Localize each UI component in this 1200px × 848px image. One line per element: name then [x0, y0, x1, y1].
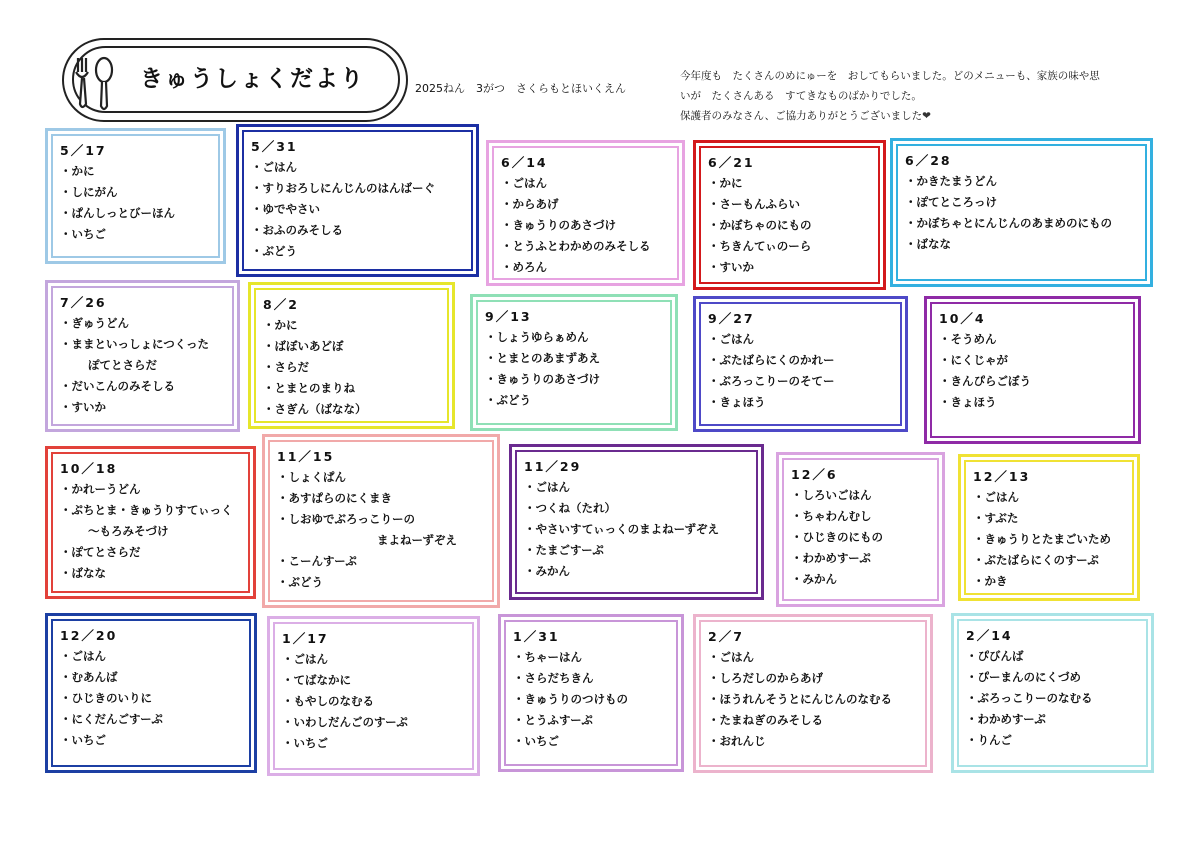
menu-date: 11／15	[277, 449, 335, 464]
menu-date: 11／29	[524, 459, 582, 474]
card-content	[60, 293, 231, 418]
menu-item: ・たまねぎのみそしる	[708, 713, 823, 727]
menu-card	[45, 128, 226, 264]
menu-card	[890, 138, 1153, 287]
message	[680, 66, 1170, 126]
menu-item: ・きょほう	[708, 395, 766, 409]
menu-item: ・ちゃわんむし	[791, 509, 872, 523]
menu-item: ・さらだ	[263, 360, 309, 374]
menu-item: ・かぼちゃとにんじんのあまめのにもの	[905, 216, 1112, 230]
menu-item: 〜もろみそづけ	[88, 524, 169, 538]
menu-item: ・みかん	[791, 572, 837, 586]
menu-item: ・きゅうりのつけもの	[513, 692, 628, 706]
card-content	[277, 447, 491, 593]
card-content	[282, 629, 471, 754]
menu-item: ・ひじきのいりに	[60, 691, 152, 705]
menu-item: ・きゅうりとたまごいため	[973, 532, 1111, 546]
message-line: 今年度も たくさんのめにゅーを おしてもらいました。どのメニューも、家族の味や思	[680, 70, 1100, 82]
menu-item: ・ぷちとま・きゅうりすてぃっく	[60, 503, 233, 517]
menu-item: ・おれんじ	[708, 734, 766, 748]
menu-item: ・ままといっしょにつくった	[60, 337, 210, 351]
menu-item: ・そうめん	[939, 332, 997, 346]
menu-date: 7／26	[60, 295, 107, 310]
menu-item: ぽてとさらだ	[88, 358, 157, 372]
menu-item: ・いちご	[60, 733, 106, 747]
menu-item: ・たまごすーぷ	[524, 543, 604, 557]
menu-card	[958, 454, 1140, 601]
menu-item: ・きゅうりのあさづけ	[501, 218, 616, 232]
menu-item: ・こーんすーぷ	[277, 554, 357, 568]
menu-card	[262, 434, 500, 608]
menu-item: ・ぶたばらにくのかれー	[708, 353, 835, 367]
menu-item: ・さらだちきん	[513, 671, 594, 685]
menu-item: ・きょほう	[939, 395, 997, 409]
card-content	[905, 151, 1144, 255]
page-title: きゅうしょくだより	[140, 66, 365, 92]
menu-item: ・ごはん	[708, 650, 754, 664]
menu-card	[924, 296, 1141, 444]
menu-item: ・しょうゆらぁめん	[485, 330, 589, 344]
menu-card	[498, 614, 684, 772]
menu-item: ・かき	[973, 574, 1008, 588]
card-content	[60, 141, 217, 245]
menu-item: ・ばぼいあどぼ	[263, 339, 344, 353]
message-line: いが たくさんある すてきなものばかりでした。	[680, 90, 922, 102]
menu-item: ・ばなな	[905, 237, 951, 251]
menu-item: ・ごはん	[501, 176, 547, 190]
menu-item: ・かに	[263, 318, 298, 332]
menu-item: ・かに	[60, 164, 95, 178]
menu-item: ・りんご	[966, 733, 1012, 747]
menu-item: ・ぶたばらにくのすーぷ	[973, 553, 1099, 567]
menu-item: ・からあげ	[501, 197, 559, 211]
menu-date: 9／27	[708, 311, 755, 326]
menu-item: ・おふのみそしる	[251, 223, 343, 237]
menu-item: ・てばなかに	[282, 673, 351, 687]
menu-date: 12／6	[791, 467, 838, 482]
menu-date: 6／28	[905, 153, 952, 168]
menu-card	[693, 296, 908, 432]
menu-date: 2／7	[708, 629, 744, 644]
menu-item: ・やさいすてぃっくのまよねーずぞえ	[524, 522, 720, 536]
menu-item: ・ぶどう	[251, 244, 297, 258]
menu-item: ・かきたまうどん	[905, 174, 997, 188]
menu-item: ・かぼちゃのにもの	[708, 218, 812, 232]
menu-card	[776, 452, 945, 607]
card-content	[939, 309, 1132, 413]
menu-card	[248, 282, 455, 429]
menu-item: ・とまとのあまずあえ	[485, 351, 600, 365]
menu-card	[509, 444, 764, 600]
menu-item: ・ほうれんそうとにんじんのなむる	[708, 692, 892, 706]
menu-item: ・ごはん	[282, 652, 328, 666]
menu-item: ・しろだしのからあげ	[708, 671, 823, 685]
menu-item: ・しおゆでぶろっこりーの	[277, 512, 415, 526]
menu-item: ・とまとのまりね	[263, 381, 355, 395]
menu-item: ・ごはん	[60, 649, 106, 663]
menu-date: 1／17	[282, 631, 329, 646]
menu-item: ・にくだんごすーぷ	[60, 712, 163, 726]
menu-item: ・あすぱらのにくまき	[277, 491, 392, 505]
menu-item: ・しょくぱん	[277, 470, 346, 484]
menu-date: 5／31	[251, 139, 298, 154]
menu-item: ・しにがん	[60, 185, 118, 199]
menu-item: ・ごはん	[251, 160, 297, 174]
menu-date: 1／31	[513, 629, 560, 644]
card-content	[791, 465, 936, 590]
menu-item: ・ぶろっこりーのそてー	[708, 374, 835, 388]
menu-item: ・ぎゅうどん	[60, 316, 129, 330]
menu-card	[486, 140, 685, 286]
menu-item: ・ぶろっこりーのなむる	[966, 691, 1093, 705]
card-content	[60, 626, 248, 751]
menu-date: 9／13	[485, 309, 532, 324]
menu-item: ・きんぴらごぼう	[939, 374, 1031, 388]
menu-item: ・すいか	[60, 400, 106, 414]
menu-item: ・みかん	[524, 564, 570, 578]
card-content	[708, 153, 877, 278]
menu-item: ・ごはん	[973, 490, 1019, 504]
menu-item: ・つくね（たれ）	[524, 501, 616, 515]
menu-card	[693, 140, 886, 290]
menu-item: ・もやしのなむる	[282, 694, 374, 708]
menu-date: 6／21	[708, 155, 755, 170]
menu-item: ・ごはん	[524, 480, 570, 494]
menu-item: ・いちご	[282, 736, 328, 750]
fork-spoon-icon	[68, 52, 124, 114]
menu-item: ・ひじきのにもの	[791, 530, 883, 544]
card-content	[263, 295, 446, 420]
card-content	[60, 459, 247, 584]
menu-item: ・ぴびんば	[966, 649, 1024, 663]
menu-date: 12／13	[973, 469, 1031, 484]
menu-date: 8／2	[263, 297, 299, 312]
menu-date: 5／17	[60, 143, 107, 158]
card-content	[708, 309, 899, 413]
card-content	[524, 457, 755, 582]
menu-item: ・にくじゃが	[939, 353, 1008, 367]
menu-card	[45, 613, 257, 773]
menu-date: 10／4	[939, 311, 986, 326]
menu-item: ・とうふすーぷ	[513, 713, 593, 727]
menu-item: ・だいこんのみそしる	[60, 379, 175, 393]
header	[0, 0, 1200, 125]
menu-card	[45, 446, 256, 599]
menu-card	[236, 124, 479, 277]
menu-item: ・すぶた	[973, 511, 1019, 525]
menu-item: まよねーずぞえ	[377, 533, 457, 547]
card-content	[501, 153, 676, 278]
menu-date: 6／14	[501, 155, 548, 170]
menu-item: ・ぶどう	[277, 575, 323, 589]
card-content	[485, 307, 669, 411]
menu-item: ・ちゃーはん	[513, 650, 582, 664]
menu-item: ・さぎん（ばなな）	[263, 402, 367, 416]
menu-item: ・いわしだんごのすーぷ	[282, 715, 408, 729]
menu-item: ・かに	[708, 176, 743, 190]
menu-item: ・ぽてとさらだ	[60, 545, 141, 559]
menu-item: ・すいか	[708, 260, 754, 274]
menu-date: 2／14	[966, 628, 1013, 643]
card-content	[966, 626, 1145, 751]
menu-item: ・ゆでやさい	[251, 202, 320, 216]
menu-item: ・すりおろしにんじんのはんばーぐ	[251, 181, 435, 195]
menu-item: ・いちご	[513, 734, 559, 748]
message-line	[680, 106, 1170, 126]
menu-item: ・わかめすーぷ	[791, 551, 871, 565]
menu-card	[693, 614, 933, 773]
menu-item: ・ばなな	[60, 566, 106, 580]
menu-item: ・ごはん	[708, 332, 754, 346]
menu-item: ・ぱんしっとびーほん	[60, 206, 175, 220]
menu-card	[951, 613, 1154, 773]
menu-item: ・わかめすーぷ	[966, 712, 1046, 726]
card-content	[708, 627, 924, 752]
subtitle: 2025ねん 3がつ さくらもとほいくえん	[415, 82, 626, 95]
message-line-text: 保護者のみなさん、ご協力ありがとうございました	[680, 110, 923, 122]
menu-date: 10／18	[60, 461, 118, 476]
menu-item: ・ぶどう	[485, 393, 531, 407]
menu-item: ・むあんば	[60, 670, 118, 684]
menu-card	[267, 616, 480, 776]
card-content	[973, 467, 1131, 592]
menu-item: ・しろいごはん	[791, 488, 872, 502]
menu-card	[470, 294, 678, 431]
menu-item: ・いちご	[60, 227, 106, 241]
menu-item: ・さーもんふらい	[708, 197, 800, 211]
card-content	[251, 137, 470, 262]
menu-item: ・とうふとわかめのみそしる	[501, 239, 651, 253]
menu-item: ・めろん	[501, 260, 547, 274]
menu-item: ・きゅうりのあさづけ	[485, 372, 600, 386]
menu-date: 12／20	[60, 628, 118, 643]
menu-card	[45, 280, 240, 432]
card-content	[513, 627, 675, 752]
menu-item: ・ぽてところっけ	[905, 195, 997, 209]
menu-item: ・かれーうどん	[60, 482, 141, 496]
menu-item: ・ぴーまんのにくづめ	[966, 670, 1081, 684]
menu-item: ・ちきんてぃのーら	[708, 239, 812, 253]
heart-icon: ❤	[922, 110, 931, 122]
